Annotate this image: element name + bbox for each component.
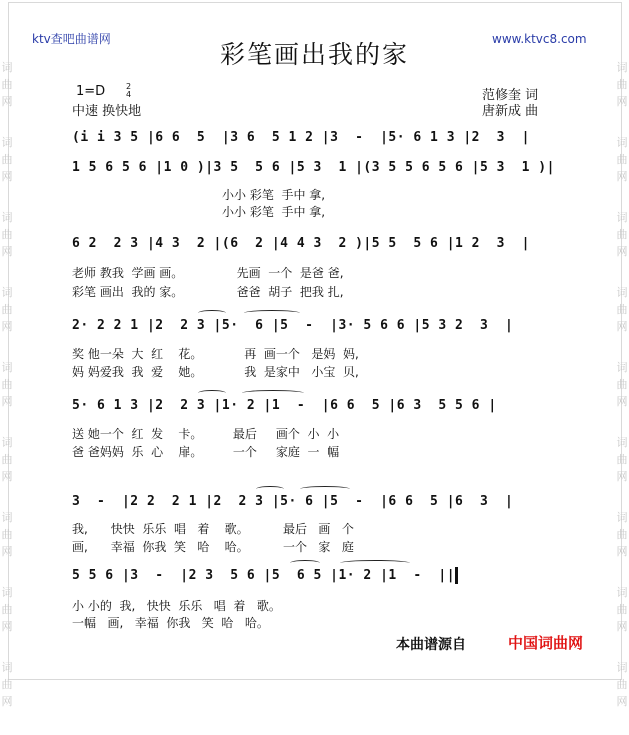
watermark-char: 网 bbox=[1, 95, 13, 108]
slur-mark bbox=[242, 390, 304, 396]
watermark-char: 曲 bbox=[1, 378, 13, 391]
lyric-line-6-verse-1: 我, 快快 乐乐 唱 着 歌。 最后 画 个 bbox=[72, 522, 354, 536]
watermark-char: 网 bbox=[616, 245, 628, 258]
watermark-char: 曲 bbox=[1, 228, 13, 241]
watermark-char: 词 bbox=[616, 511, 628, 524]
watermark-char: 网 bbox=[1, 245, 13, 258]
watermark-char: 词 bbox=[1, 286, 13, 299]
watermark-char: 曲 bbox=[616, 603, 628, 616]
lyric-line-4-verse-1: 奖 他一朵 大 红 花。 再 画一个 是妈 妈, bbox=[72, 347, 359, 361]
watermark-char: 网 bbox=[1, 545, 13, 558]
watermark-char: 词 bbox=[616, 436, 628, 449]
watermark-char: 词 bbox=[616, 286, 628, 299]
watermark-char: 网 bbox=[616, 395, 628, 408]
slur-mark bbox=[256, 486, 284, 492]
final-barline bbox=[455, 567, 458, 584]
watermark-char: 曲 bbox=[616, 453, 628, 466]
composer-credit: 唐新成 曲 bbox=[482, 104, 539, 119]
staff-line-7: 5 5 6 |3 - |2 3 5 6 |5 6 5 |1· 2 |1 - || bbox=[72, 568, 456, 583]
watermark-char: 词 bbox=[616, 586, 628, 599]
watermark-char: 曲 bbox=[1, 303, 13, 316]
time-signature-bottom: 4 bbox=[126, 90, 132, 99]
lyric-line-7-verse-2: 一幅 画, 幸福 你我 笑 哈 哈。 bbox=[72, 616, 269, 630]
watermark-char: 曲 bbox=[616, 78, 628, 91]
watermark-char: 词 bbox=[616, 136, 628, 149]
watermark-char: 词 bbox=[616, 361, 628, 374]
watermark-char: 词 bbox=[1, 61, 13, 74]
key-signature: 1=D bbox=[76, 84, 106, 99]
watermark-char: 曲 bbox=[616, 378, 628, 391]
watermark-char: 曲 bbox=[1, 678, 13, 691]
slur-mark bbox=[198, 310, 226, 316]
watermark-char: 词 bbox=[1, 436, 13, 449]
lyric-line-5-verse-1: 送 她一个 红 发 卡。 最后 画个 小 小 bbox=[72, 427, 340, 441]
lyric-line-6-verse-2: 画, 幸福 你我 笑 哈 哈。 一个 家 庭 bbox=[72, 540, 354, 554]
watermark-char: 网 bbox=[616, 545, 628, 558]
watermark-char: 曲 bbox=[1, 78, 13, 91]
time-signature-top: 2 bbox=[126, 82, 132, 91]
staff-line-5: 5· 6 1 3 |2 2 3 |1· 2 |1 - |6 6 5 |6 3 5 5 6 | bbox=[72, 398, 497, 413]
watermark-char: 曲 bbox=[1, 603, 13, 616]
slur-mark bbox=[198, 390, 226, 396]
watermark-right bbox=[615, 60, 629, 735]
lyric-line-2-verse-1: 小小 彩笔 手中 拿, bbox=[222, 188, 326, 202]
time-signature bbox=[126, 83, 131, 99]
watermark-char: 曲 bbox=[616, 228, 628, 241]
watermark-char: 网 bbox=[1, 320, 13, 333]
watermark-char: 网 bbox=[1, 620, 13, 633]
watermark-char: 网 bbox=[616, 170, 628, 183]
lyric-line-7-verse-1: 小 小的 我, 快快 乐乐 唱 着 歌。 bbox=[72, 599, 281, 613]
staff-line-6: 3 - |2 2 2 1 |2 2 3 |5· 6 |5 - |6 6 5 |6 3 | bbox=[72, 494, 514, 509]
watermark-char: 曲 bbox=[616, 678, 628, 691]
slur-mark bbox=[300, 486, 350, 492]
watermark-char: 曲 bbox=[616, 153, 628, 166]
watermark-char: 曲 bbox=[616, 303, 628, 316]
staff-line-3: 6 2 2 3 |4 3 2 |(6 2 |4 4 3 2 )|5 5 5 6 |1 2 3 | bbox=[72, 236, 530, 251]
slur-mark bbox=[290, 560, 320, 566]
staff-line-4: 2· 2 2 1 |2 2 3 |5· 6 |5 - |3· 5 6 6 |5 3 2 3 | bbox=[72, 318, 514, 333]
watermark-char: 词 bbox=[1, 361, 13, 374]
watermark-char: 网 bbox=[1, 395, 13, 408]
watermark-char: 词 bbox=[1, 586, 13, 599]
watermark-char: 词 bbox=[1, 511, 13, 524]
watermark-char: 词 bbox=[1, 136, 13, 149]
site-name-left[interactable]: ktv查吧曲谱网 bbox=[32, 32, 111, 46]
watermark-left bbox=[0, 60, 14, 735]
watermark-char: 词 bbox=[616, 661, 628, 674]
watermark-char: 网 bbox=[616, 695, 628, 708]
slur-mark bbox=[340, 560, 410, 566]
source-label: 本曲谱源自 bbox=[396, 637, 466, 653]
watermark-char: 曲 bbox=[1, 453, 13, 466]
tempo-marking: 中速 换快地 bbox=[72, 104, 142, 119]
lyric-line-3-verse-1: 老师 教我 学画 画。 先画 一个 是爸 爸, bbox=[72, 266, 344, 280]
lyricist-credit: 范修奎 词 bbox=[482, 88, 539, 103]
watermark-char: 网 bbox=[1, 695, 13, 708]
slur-mark bbox=[244, 310, 300, 316]
watermark-char: 词 bbox=[616, 211, 628, 224]
watermark-char: 网 bbox=[1, 470, 13, 483]
watermark-char: 曲 bbox=[616, 528, 628, 541]
watermark-char: 网 bbox=[1, 170, 13, 183]
watermark-char: 曲 bbox=[1, 528, 13, 541]
watermark-char: 网 bbox=[616, 95, 628, 108]
lyric-line-5-verse-2: 爸 爸妈妈 乐 心 扉。 一个 家庭 一 幅 bbox=[72, 445, 340, 459]
watermark-char: 网 bbox=[616, 470, 628, 483]
lyric-line-3-verse-2: 彩笔 画出 我的 家。 爸爸 胡子 把我 扎, bbox=[72, 285, 344, 299]
watermark-char: 网 bbox=[616, 620, 628, 633]
site-url-right[interactable]: www.ktvc8.com bbox=[492, 32, 587, 46]
watermark-char: 词 bbox=[1, 211, 13, 224]
staff-line-1: (i i 3 5 |6 6 5 |3 6 5 1 2 |3 - |5· 6 1 3 |2 3 | bbox=[72, 130, 530, 145]
watermark-char: 词 bbox=[616, 61, 628, 74]
lyric-line-2-verse-2: 小小 彩笔 手中 拿, bbox=[222, 205, 326, 219]
page-title: 彩笔画出我的家 bbox=[219, 40, 409, 69]
staff-line-2: 1 5 6 5 6 |1 0 )|3 5 5 6 |5 3 1 |(3 5 5 6 5 6 |5 3 1 )| bbox=[72, 160, 555, 175]
watermark-char: 曲 bbox=[1, 153, 13, 166]
watermark-char: 网 bbox=[616, 320, 628, 333]
lyric-line-4-verse-2: 妈 妈爱我 我 爱 她。 我 是家中 小宝 贝, bbox=[72, 365, 359, 379]
watermark-char: 词 bbox=[1, 661, 13, 674]
source-site-link[interactable]: 中国词曲网 bbox=[508, 634, 584, 652]
